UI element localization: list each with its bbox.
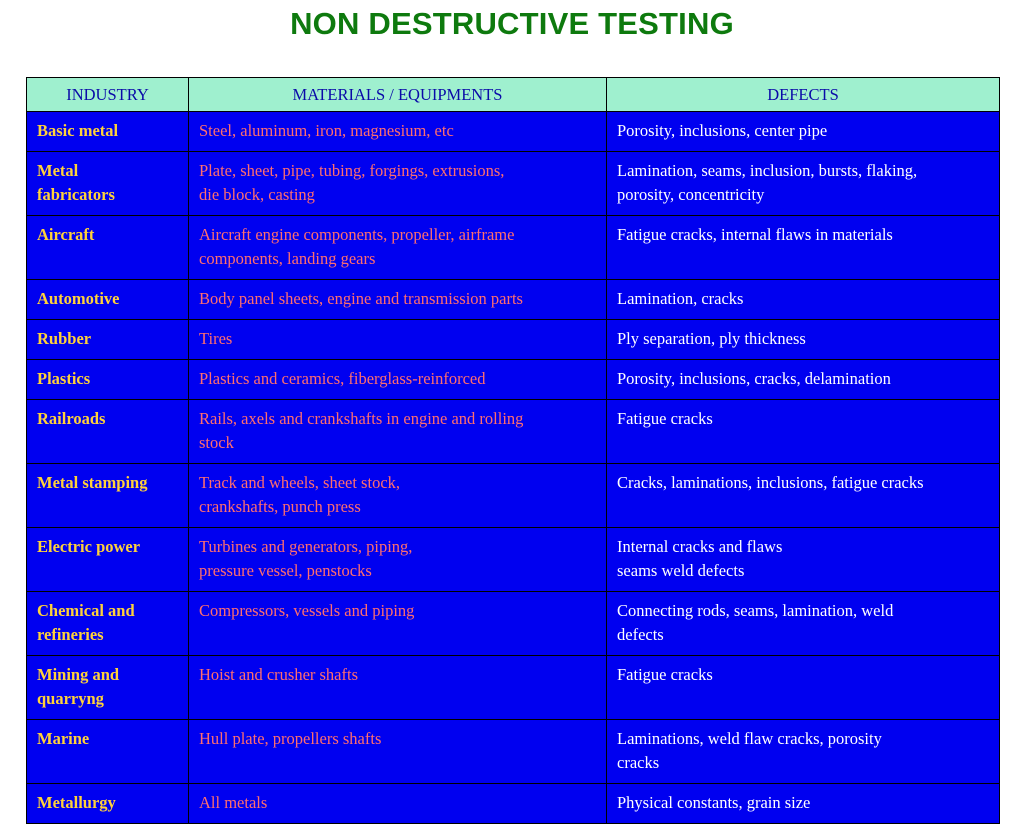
materials-cell [189,400,607,464]
defects-cell [607,464,1000,528]
defects-cell-line: porosity, concentricity [617,185,765,204]
defects-cell [607,280,1000,320]
industry-cell-line: Basic metal [37,121,119,140]
defects-cell-line: Physical constants, grain size [617,793,811,812]
table-row [27,360,1000,400]
page-title: NON DESTRUCTIVE TESTING [290,6,734,41]
table-row [27,592,1000,656]
defects-cell-line: Ply separation, ply thickness [617,329,806,348]
materials-cell [189,528,607,592]
industry-cell [27,720,189,784]
table-row [27,112,1000,152]
industry-cell [27,464,189,528]
defects-cell [607,112,1000,152]
materials-cell-line: components, landing gears [199,249,376,268]
materials-cell-line: Compressors, vessels and piping [199,601,415,620]
defects-cell-line: Internal cracks and flaws [617,537,783,556]
defects-cell [607,592,1000,656]
industry-cell [27,320,189,360]
industry-cell-line: quarryng [37,689,104,708]
materials-cell-line: crankshafts, punch press [199,497,361,516]
defects-cell [607,720,1000,784]
industry-cell-line: Railroads [37,409,106,428]
materials-cell [189,112,607,152]
table-row [27,656,1000,720]
defects-cell [607,400,1000,464]
industry-cell [27,152,189,216]
defects-cell-line: Fatigue cracks [617,409,713,428]
industry-cell-line: Metal stamping [37,473,148,492]
materials-cell-line: Plate, sheet, pipe, tubing, forgings, extrusions, [199,161,505,180]
defects-cell [607,784,1000,824]
industry-cell [27,280,189,320]
table-row [27,720,1000,784]
defects-cell-line: Lamination, cracks [617,289,744,308]
defects-cell [607,528,1000,592]
table-row [27,280,1000,320]
table-row [27,528,1000,592]
defects-cell-line: Fatigue cracks [617,665,713,684]
defects-cell-line: Cracks, laminations, inclusions, fatigue cracks [617,473,924,492]
materials-cell [189,720,607,784]
table-row [27,152,1000,216]
industry-cell-line: Electric power [37,537,141,556]
defects-cell [607,152,1000,216]
header-industry: INDUSTRY [27,78,189,112]
defects-cell-line: Lamination, seams, inclusion, bursts, flaking, [617,161,918,180]
industry-cell [27,784,189,824]
table-row [27,216,1000,280]
header-materials: MATERIALS / EQUIPMENTS [189,78,607,112]
materials-cell-line: Turbines and generators, piping, [199,537,413,556]
industry-cell [27,656,189,720]
materials-cell-line: Rails, axels and crankshafts in engine and rolling [199,409,524,428]
defects-cell [607,656,1000,720]
defects-cell [607,216,1000,280]
industry-cell-line: fabricators [37,185,115,204]
ndt-table [26,77,1000,824]
materials-cell-line: Steel, aluminum, iron, magnesium, etc [199,121,454,140]
table-body [27,112,1000,824]
materials-cell-line: All metals [199,793,268,812]
materials-cell [189,216,607,280]
table-row [27,784,1000,824]
materials-cell [189,280,607,320]
defects-cell-line: Connecting rods, seams, lamination, weld [617,601,894,620]
materials-cell-line: die block, casting [199,185,315,204]
industry-cell-line: Plastics [37,369,91,388]
materials-cell-line: stock [199,433,234,452]
defects-cell-line: Fatigue cracks, internal flaws in materials [617,225,893,244]
defects-cell-line: Porosity, inclusions, center pipe [617,121,828,140]
table-header-row [27,78,1000,112]
defects-cell-line: Porosity, inclusions, cracks, delamination [617,369,891,388]
materials-cell-line: Tires [199,329,233,348]
defects-cell-line: seams weld defects [617,561,745,580]
industry-cell-line: Marine [37,729,90,748]
industry-cell-line: Automotive [37,289,120,308]
materials-cell [189,464,607,528]
industry-cell-line: Aircraft [37,225,95,244]
materials-cell-line: Body panel sheets, engine and transmission parts [199,289,523,308]
industry-cell-line: Metallurgy [37,793,116,812]
industry-cell [27,360,189,400]
materials-cell [189,152,607,216]
materials-cell-line: Aircraft engine components, propeller, airframe [199,225,515,244]
defects-cell-line: defects [617,625,664,644]
materials-cell [189,784,607,824]
table-row [27,320,1000,360]
header-defects: DEFECTS [607,78,1000,112]
table-row [27,400,1000,464]
defects-cell [607,320,1000,360]
materials-cell-line: pressure vessel, penstocks [199,561,372,580]
materials-cell [189,656,607,720]
table-row [27,464,1000,528]
materials-cell-line: Track and wheels, sheet stock, [199,473,401,492]
materials-cell [189,320,607,360]
materials-cell-line: Plastics and ceramics, fiberglass-reinforced [199,369,486,388]
industry-cell-line: Rubber [37,329,92,348]
defects-cell [607,360,1000,400]
defects-cell-line: Laminations, weld flaw cracks, porosity [617,729,882,748]
industry-cell [27,112,189,152]
industry-cell [27,400,189,464]
materials-cell [189,592,607,656]
industry-cell [27,528,189,592]
materials-cell-line: Hull plate, propellers shafts [199,729,382,748]
materials-cell [189,360,607,400]
industry-cell-line: Chemical and [37,601,135,620]
industry-cell [27,592,189,656]
materials-cell-line: Hoist and crusher shafts [199,665,359,684]
industry-cell [27,216,189,280]
industry-cell-line: refineries [37,625,104,644]
defects-cell-line: cracks [617,753,660,772]
industry-cell-line: Mining and [37,665,120,684]
industry-cell-line: Metal [37,161,79,180]
